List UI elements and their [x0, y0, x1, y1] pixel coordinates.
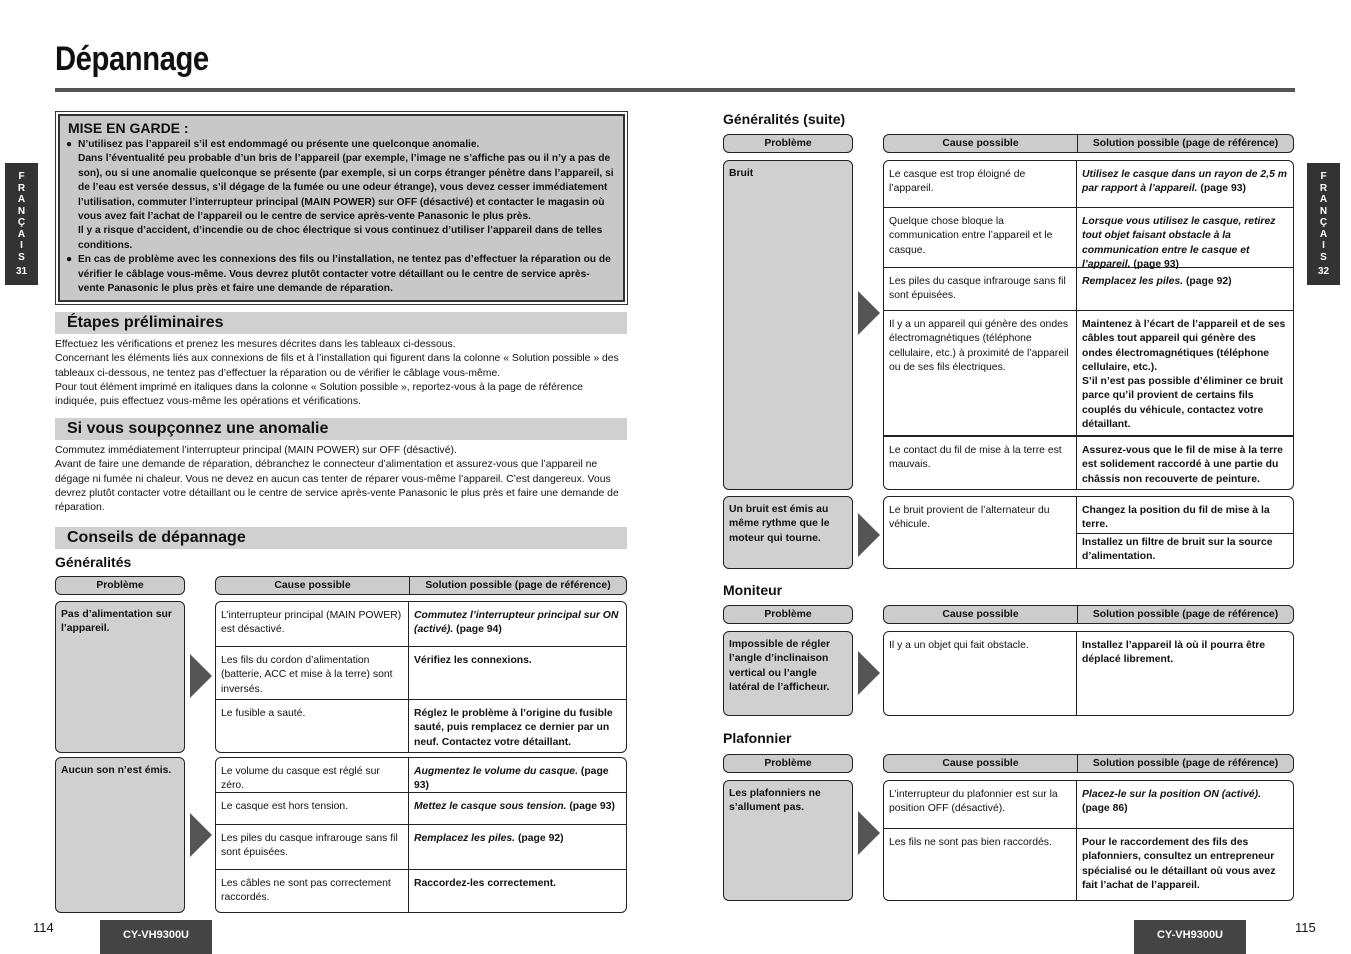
section-text-etapes — [55, 338, 627, 409]
section-heading-anomalie: Si vous soupçonnez une anomalie — [55, 418, 627, 440]
problem-cell: Bruit — [723, 160, 853, 490]
cause-cell: Le bruit provient de l’alternateur du véhicule. — [884, 497, 1077, 568]
solution-cell — [409, 700, 626, 753]
section-heading-conseils: Conseils de dépannage — [55, 527, 627, 549]
arrow-icon — [858, 291, 880, 335]
header-solution: Solution possible (page de référence) — [1077, 755, 1293, 772]
side-tab-letter: F — [18, 171, 25, 182]
cause-table — [215, 757, 627, 913]
cause-cell: Il y a un objet qui fait obstacle. — [884, 632, 1077, 715]
side-tab-letter: Ç — [1319, 217, 1328, 228]
caution-item — [68, 224, 615, 253]
solution-italic: Remplacez les piles. — [1082, 276, 1184, 287]
caution-text: Il y a risque d’accident, d’incendie ou de choc électrique si vous continuez d’utiliser l’appareil dans de telles conditions. — [78, 225, 603, 251]
cause-cell: Il y a un appareil qui génère des ondes électromagnétiques (téléphone cellulaire, etc.) à proximité de l’appareil ou de ses fils électriques. — [884, 311, 1077, 435]
solution-text: Maintenez à l’écart de l’appareil et de ses câbles tout appareil qui génère des ondes électromagnétiques (téléphone cellulaire, etc.). S’il n’est pas possible d’éliminer ce bruit parce qu’il provient de certains fils couplés du véhicule, contactez votre détaillant. — [1082, 319, 1286, 431]
header-probleme: Problème — [55, 576, 185, 595]
table-row — [216, 647, 626, 700]
cause-cell: L’interrupteur principal (MAIN POWER) est désactivé. — [216, 602, 409, 646]
solution-text: Assurez-vous que le fil de mise à la terre est solidement raccordé à une partie du châssis non recouverte de peinture. — [1082, 445, 1283, 485]
cause-cell: Les piles du casque infrarouge sans fil sont épuisées. — [884, 268, 1077, 310]
table-row — [216, 602, 626, 647]
solution-text: (page 92) — [1183, 276, 1232, 287]
header-cause: Cause possible — [942, 609, 1019, 620]
solution-text: (page 93) — [414, 766, 609, 792]
model-badge: CY-VH9300U — [100, 920, 212, 954]
table-row — [884, 268, 1293, 311]
table-row — [216, 700, 626, 753]
cause-cell: Le volume du casque est réglé sur zéro. — [216, 758, 409, 792]
solution-cell — [1077, 161, 1293, 207]
solution-italic: Commutez l’interrupteur principal sur ON (activé). — [414, 610, 619, 636]
arrow-icon — [190, 813, 212, 857]
paragraph: Commutez immédiatement l’interrupteur principal (MAIN POWER) sur OFF (désactivé). — [55, 445, 457, 456]
cause-cell: L’interrupteur du plafonnier est sur la position OFF (désactivé). — [884, 781, 1077, 828]
solution-stack — [1077, 497, 1293, 568]
page-title: Dépannage — [55, 40, 209, 78]
table-row — [216, 825, 626, 870]
table-row — [884, 829, 1293, 901]
solution-cell: Installez un filtre de bruit sur la source d’alimentation. — [1082, 537, 1273, 563]
header-cause-solution — [883, 754, 1294, 773]
table-row — [216, 793, 626, 825]
side-tab-letter: R — [17, 182, 26, 194]
header-solution: Solution possible (page de référence) — [1077, 135, 1293, 152]
solution-italic: Mettez le casque sous tension. — [414, 801, 567, 812]
caution-item — [68, 253, 615, 296]
solution-cell — [409, 825, 626, 869]
cause-cell: Le casque est trop éloigné de l’appareil. — [884, 161, 1077, 207]
cause-cell: Le casque est hors tension. — [216, 793, 409, 824]
cause-cell: Le fusible a sauté. — [216, 700, 409, 753]
bullet: ● — [66, 139, 73, 150]
solution-text: (page 93) — [566, 801, 615, 812]
solution-cell — [409, 793, 626, 824]
header-solution: Solution possible (page de référence) — [409, 577, 626, 594]
side-tab-number: 32 — [1317, 266, 1330, 277]
cause-table — [215, 601, 627, 753]
side-tab-letter: A — [1319, 194, 1328, 205]
subheading-generalites-suite: Généralités (suite) — [723, 111, 846, 127]
caution-item — [68, 152, 615, 224]
solution-text: (page 94) — [453, 624, 502, 636]
solution-cell — [1077, 437, 1293, 489]
solution-cell — [409, 758, 626, 792]
side-tab-letter: A — [1319, 228, 1328, 240]
arrow-icon — [858, 811, 880, 855]
header-cause: Cause possible — [942, 758, 1019, 769]
model-badge: CY-VH9300U — [1134, 920, 1246, 954]
side-tab-left — [5, 163, 38, 285]
title-rule — [55, 88, 1295, 92]
header-probleme: Problème — [723, 605, 853, 624]
solution-cell: Installez l’appareil là où il pourra être déplacé librement. — [1082, 640, 1266, 666]
cause-cell: Le contact du fil de mise à la terre est mauvais. — [884, 437, 1077, 489]
problem-cell: Un bruit est émis au même rythme que le moteur qui tourne. — [723, 496, 853, 569]
arrow-icon — [190, 654, 212, 698]
side-tab-letters — [5, 171, 38, 263]
solution-italic: Utilisez le casque dans un rayon de 2,5 m par rapport à l’appareil. — [1082, 169, 1287, 195]
cause-table — [883, 160, 1294, 490]
side-tab-letter: S — [1320, 251, 1327, 263]
arrow-icon — [858, 513, 880, 557]
caution-text: En cas de problème avec les connexions des fils ou l’installation, ne tentez pas d’effectuer la réparation ou de vérifier le câblage vous-même. Vous devrez plutôt contacter votre détaillant ou le centre de service après-vente Panasonic le plus près et faire une demande de réparation. — [78, 254, 611, 295]
section-heading-etapes: Étapes préliminaires — [55, 312, 627, 334]
side-tab-letter: N — [17, 205, 26, 217]
solution-cell — [409, 647, 626, 699]
problem-cell: Impossible de régler l’angle d’inclinaison vertical ou l’angle latéral de l’afficheur. — [723, 631, 853, 716]
subheading-moniteur: Moniteur — [723, 582, 783, 598]
side-tab-letter: S — [18, 251, 25, 263]
table-row — [884, 161, 1293, 208]
caution-item — [68, 138, 615, 152]
caution-text: Dans l’éventualité peu probable d’un bris de l’appareil (par exemple, l’image ne s’affiche pas ou il n’y a pas de son), ou si une anomalie quelconque se présente (par exemple, si un corps étranger pénètre dans l’appareil, si de l’eau est versée dessus, s’il dégage de la fumée ou une odeur étrange), vous devez cesser immédiatement l’utilisation, commuter l’interrupteur principal (MAIN POWER) sur OFF (désactivé) et contacter le magasin où vous avez fait l’achat de l’appareil ou le centre de service après-vente Panasonic le plus près. — [78, 153, 614, 223]
caution-title: MISE EN GARDE : — [68, 120, 189, 136]
side-tab-letter: R — [1319, 182, 1328, 194]
cause-cell: Quelque chose bloque la communication entre l’appareil et le casque. — [884, 208, 1077, 267]
header-probleme: Problème — [723, 754, 853, 773]
table-row — [216, 758, 626, 793]
bullet: ● — [66, 254, 73, 266]
table-row — [884, 208, 1293, 268]
side-tab-letter: A — [17, 228, 26, 240]
header-solution: Solution possible (page de référence) — [1077, 606, 1293, 623]
cause-table — [883, 780, 1294, 901]
paragraph: Pour tout élément imprimé en italiques dans la colonne « Solution possible », reportez-vous à la page de référence indiquée, puis effectuez vous-même les opérations et vérifications. — [55, 381, 583, 408]
paragraph: Avant de faire une demande de réparation, débranchez le connecteur d’alimentation et assurez-vous que l’appareil ne dégage ni fumée ni chaleur. Vous ne devez en aucun cas tenter de réparer vous-même l’appareil. C’est dangereux. Vous devrez plutôt contacter votre détaillant ou le centre de service après-vente Panasonic le plus près et faire une demande de réparation. — [55, 459, 619, 514]
solution-cell: Changez la position du fil de mise à la terre. — [1077, 497, 1293, 534]
solution-text: Pour le raccordement des fils des plafonniers, consultez un entrepreneur spécialisé ou le détaillant où vous avez fait l’achat de l’appareil. — [1082, 837, 1276, 891]
paragraph: Concernant les éléments liés aux connexions de fils et à l’installation qui figurent dans la colonne « Solution possible » des tableaux ci-dessous, ne tentez pas d’effectuer la réparation ou de vérifier le câblage vous-même. — [55, 353, 619, 379]
solution-italic: Remplacez les piles. — [414, 833, 516, 844]
page-number-left: 114 — [33, 920, 54, 935]
section-text-anomalie — [55, 444, 627, 515]
solution-cell — [409, 602, 626, 646]
solution-cell — [1077, 829, 1293, 901]
problem-cell: Les plafonniers ne s’allument pas. — [723, 780, 853, 901]
page-number-right: 115 — [1295, 920, 1316, 935]
solution-text: (page 93) — [1197, 183, 1246, 195]
header-cause-solution — [215, 576, 627, 595]
cause-cell: Les piles du casque infrarouge sans fil sont épuisées. — [216, 825, 409, 869]
solution-italic: Augmentez le volume du casque. — [414, 766, 578, 777]
solution-text: Raccordez-les correctement. — [414, 878, 557, 889]
subheading-generalites: Généralités — [55, 554, 132, 570]
cause-table — [883, 631, 1294, 716]
table-row — [884, 311, 1293, 436]
header-probleme: Problème — [723, 134, 853, 153]
side-tab-letter: A — [17, 194, 26, 205]
problem-cell: Aucun son n’est émis. — [55, 757, 185, 913]
solution-cell — [1077, 268, 1293, 310]
solution-text: (page 93) — [1130, 258, 1180, 270]
cause-cell: Les câbles ne sont pas correctement raccordés. — [216, 870, 409, 913]
caution-inner — [58, 114, 625, 302]
solution-text: Réglez le problème à l’origine du fusible sauté, puis remplacez ce dernier par un neuf. Contactez votre détaillant. — [414, 708, 613, 748]
solution-text: Vérifiez les connexions. — [414, 655, 532, 666]
solution-italic: Lorsque vous utilisez le casque, retirez tout objet faisant obstacle à la communication entre le casque et l’appareil. — [1082, 216, 1276, 270]
solution-cell — [1077, 781, 1293, 828]
header-cause-solution — [883, 134, 1294, 153]
solution-cell — [1077, 311, 1293, 435]
subheading-plafonnier: Plafonnier — [723, 730, 792, 746]
side-tab-letter: I — [20, 240, 23, 251]
cause-table — [883, 496, 1294, 569]
side-tab-number: 31 — [15, 266, 28, 277]
header-cause: Cause possible — [942, 138, 1019, 149]
arrow-icon — [858, 651, 880, 695]
caution-text: N’utilisez pas l’appareil s’il est endommagé ou présente une quelconque anomalie. — [78, 139, 480, 150]
header-cause-solution — [883, 605, 1294, 624]
solution-text: (page 92) — [515, 833, 564, 844]
paragraph: Effectuez les vérifications et prenez les mesures décrites dans les tableaux ci-dessous. — [55, 339, 456, 350]
solution-italic: Placez-le sur la position ON (activé). — [1082, 789, 1262, 800]
table-row — [884, 436, 1293, 489]
table-row — [216, 870, 626, 913]
table-row — [884, 781, 1293, 829]
side-tab-letter: F — [1320, 171, 1327, 182]
header-cause: Cause possible — [274, 580, 351, 591]
side-tab-letter: I — [1322, 240, 1325, 251]
solution-cell — [1077, 208, 1293, 270]
problem-cell: Pas d’alimentation sur l’appareil. — [55, 601, 185, 753]
solution-text: (page 86) — [1082, 803, 1128, 815]
cause-cell: Les fils du cordon d’alimentation (batterie, ACC et mise à la terre) sont inversés. — [216, 647, 409, 699]
side-tab-letter: N — [1319, 205, 1328, 217]
side-tab-letters — [1307, 171, 1340, 263]
side-tab-letter: Ç — [17, 217, 26, 228]
side-tab-right — [1307, 163, 1340, 285]
solution-cell — [409, 870, 626, 913]
cause-cell: Les fils ne sont pas bien raccordés. — [884, 829, 1077, 901]
caution-box — [55, 111, 628, 305]
